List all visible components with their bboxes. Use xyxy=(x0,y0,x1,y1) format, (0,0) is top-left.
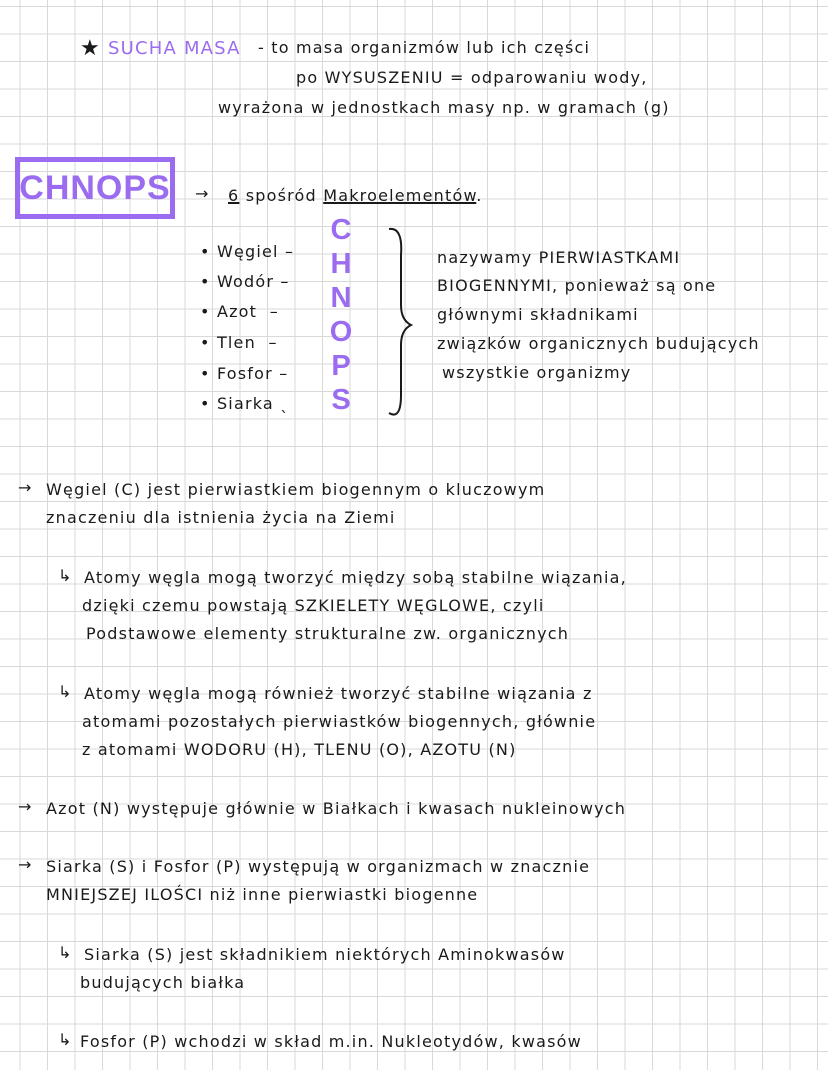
brace-icon xyxy=(385,225,425,420)
note-line: MNIEJSZEJ ILOŚCI niż inne pierwiastki biogenne xyxy=(46,885,479,904)
definition-line: wyrażona w jednostkach masy np. w gramach (g) xyxy=(218,98,670,117)
list-item: • Tlen – xyxy=(200,333,278,352)
macroelements-term: Makroelementów xyxy=(323,186,477,205)
note-line: Atomy węgla mogą tworzyć między sobą stabilne wiązania, xyxy=(84,568,627,587)
star-icon: ★ xyxy=(80,36,101,61)
definition-line: po WYSUSZENIU = odparowaniu wody, xyxy=(296,68,648,87)
note-line: budujących białka xyxy=(80,973,246,992)
letter: C xyxy=(330,214,352,246)
letter: S xyxy=(331,384,351,416)
description-line: głównymi składnikami xyxy=(437,305,639,324)
letter: N xyxy=(330,282,352,314)
note-line: dzięki czemu powstają SZKIELETY WĘGLOWE, czyli xyxy=(82,596,545,615)
sub-arrow-icon: ↳ xyxy=(58,943,73,962)
sub-arrow-icon: ↳ xyxy=(58,566,73,585)
description-line: BIOGENNYMI, ponieważ są one xyxy=(437,276,717,295)
list-item: • Fosfor – xyxy=(200,364,289,383)
arrow-icon: → xyxy=(18,855,33,874)
description-line: związków organicznych budujących xyxy=(437,334,760,353)
intro-end: . xyxy=(476,186,483,205)
letter: O xyxy=(329,316,353,348)
list-item: • Siarka ˎ xyxy=(200,394,290,413)
note-line: Węgiel (C) jest pierwiastkiem biogennym o kluczowym xyxy=(46,480,546,499)
list-item: • Wodór – xyxy=(200,272,290,291)
note-line: Siarka (S) i Fosfor (P) występują w organizmach w znacznie xyxy=(46,857,591,876)
list-item: • Węgiel – xyxy=(200,242,295,261)
sub-arrow-icon: ↳ xyxy=(58,1030,73,1049)
description-line: nazywamy PIERWIASTKAMI xyxy=(437,248,681,267)
intro-text: spośród xyxy=(245,186,317,205)
sub-arrow-icon: ↳ xyxy=(58,682,73,701)
definition-line: - to masa organizmów lub ich części xyxy=(258,38,591,57)
arrow-icon: → xyxy=(18,797,33,816)
chnops-vertical xyxy=(328,213,354,417)
note-line: z atomami WODORU (H), TLENU (O), AZOTU (N) xyxy=(82,740,517,759)
note-line: Azot (N) występuje głównie w Białkach i kwasach nukleinowych xyxy=(46,799,627,818)
arrow-icon: → xyxy=(195,184,210,203)
arrow-icon: → xyxy=(18,478,33,497)
letter: H xyxy=(330,248,352,280)
note-line: znaczeniu dla istnienia życia na Ziemi xyxy=(46,508,396,527)
note-line: Podstawowe elementy strukturalne zw. organicznych xyxy=(86,624,570,643)
count: 6 xyxy=(228,186,240,205)
letter: P xyxy=(331,350,351,382)
list-item: • Azot – xyxy=(200,302,279,321)
note-line: Fosfor (P) wchodzi w skład m.in. Nukleotydów, kwasów xyxy=(80,1032,582,1051)
description-line: wszystkie organizmy xyxy=(442,363,632,382)
chnops-title-box: CHNOPS xyxy=(15,157,175,219)
note-line: Siarka (S) jest składnikiem niektórych Aminokwasów xyxy=(84,945,566,964)
term-sucha-masa: SUCHA MASA xyxy=(108,38,241,59)
note-line: atomami pozostałych pierwiastków biogennych, głównie xyxy=(82,712,597,731)
note-line: Atomy węgla mogą również tworzyć stabilne wiązania z xyxy=(84,684,593,703)
